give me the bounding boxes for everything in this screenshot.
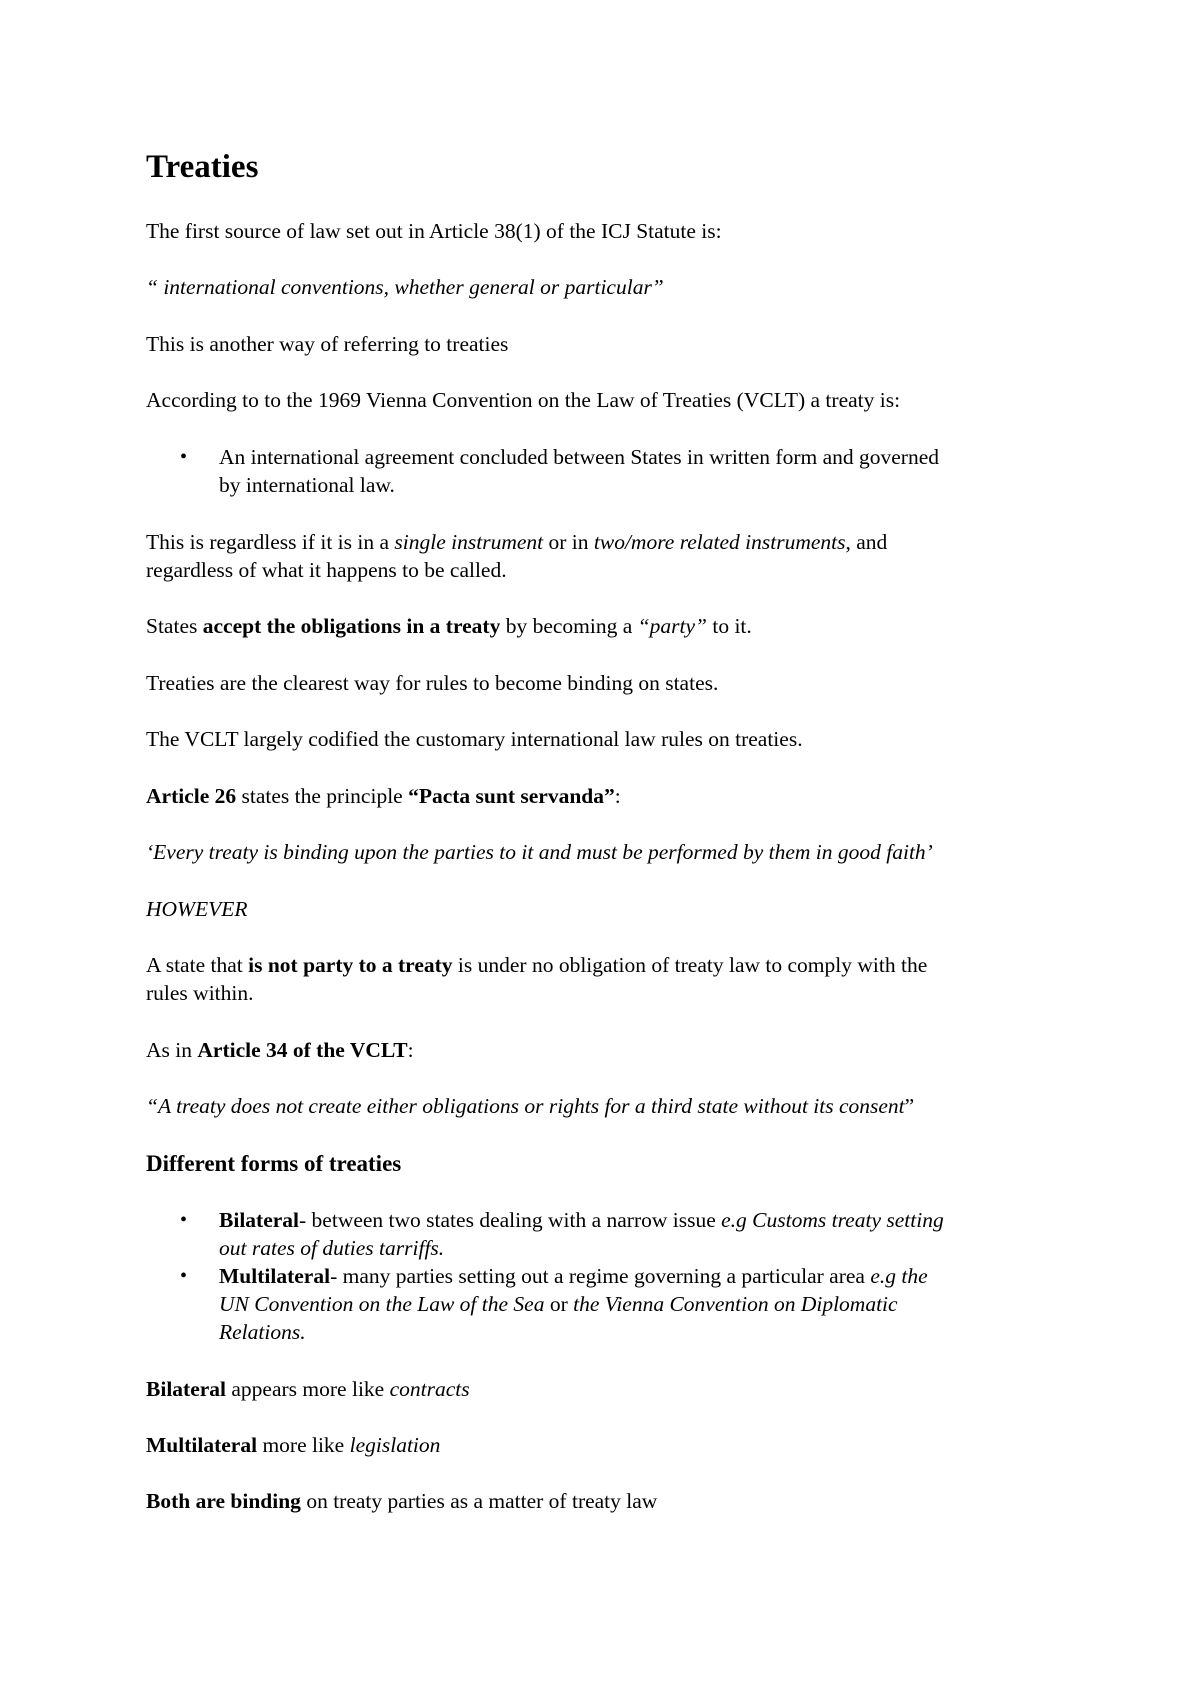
paragraph-instruments: This is regardless if it is in a single instrument or in two/more related instruments, and (146, 530, 888, 554)
paragraph-vclt-definition: According to to the 1969 Vienna Convention on the Law of Treaties (VCLT) a treaty is: (146, 388, 901, 412)
paragraph-not-party-line2: rules within. (146, 981, 254, 1005)
paragraph-not-party: A state that is not party to a treaty is under no obligation of treaty law to comply with the (146, 953, 928, 977)
paragraph-another-way: This is another way of referring to treaties (146, 332, 509, 356)
paragraph-however: HOWEVER (146, 897, 248, 921)
bullet-icon: • (180, 1209, 188, 1231)
paragraph-instruments-line2: regardless of what it happens to be called. (146, 558, 507, 582)
paragraph-accept-obligations: States accept the obligations in a treaty by becoming a “party” to it. (146, 614, 752, 638)
paragraph-multilateral-legislation: Multilateral more like legislation (146, 1433, 441, 1457)
section-heading-forms: Different forms of treaties (146, 1151, 402, 1176)
paragraph-bilateral-contracts: Bilateral appears more like contracts (146, 1377, 470, 1401)
quote-third-state: “A treaty does not create either obligations or rights for a third state without its consent” (146, 1094, 915, 1118)
paragraph-both-binding: Both are binding on treaty parties as a matter of treaty law (146, 1489, 658, 1513)
paragraph-vclt-codified: The VCLT largely codified the customary international law rules on treaties. (146, 727, 803, 751)
paragraph-article-26: Article 26 states the principle “Pacta sunt servanda”: (146, 784, 621, 808)
paragraph-article-38: The first source of law set out in Article 38(1) of the ICJ Statute is: (146, 219, 722, 243)
definition-bullet-line2: by international law. (219, 473, 395, 497)
quote-international-conventions: “ international conventions, whether general or particular” (146, 275, 664, 299)
paragraph-article-34: As in Article 34 of the VCLT: (146, 1038, 414, 1062)
bilateral-bullet-line2: out rates of duties tarriffs. (219, 1236, 445, 1260)
bilateral-bullet-line1: Bilateral- between two states dealing with a narrow issue e.g Customs treaty setting (219, 1208, 944, 1232)
multilateral-bullet-line2: UN Convention on the Law of the Sea or the Vienna Convention on Diplomatic (219, 1292, 898, 1316)
bullet-icon: • (180, 1265, 188, 1287)
page-title: Treaties (146, 149, 259, 185)
definition-bullet-line1: An international agreement concluded between States in written form and governed (219, 445, 939, 469)
paragraph-clearest-way: Treaties are the clearest way for rules to become binding on states. (146, 671, 719, 695)
quote-pacta-sunt-servanda: ‘Every treaty is binding upon the parties to it and must be performed by them in good faith’ (146, 840, 933, 864)
bullet-icon: • (180, 446, 188, 468)
multilateral-bullet-line1: Multilateral- many parties setting out a regime governing a particular area e.g the (219, 1264, 928, 1288)
multilateral-bullet-line3: Relations. (219, 1320, 306, 1344)
